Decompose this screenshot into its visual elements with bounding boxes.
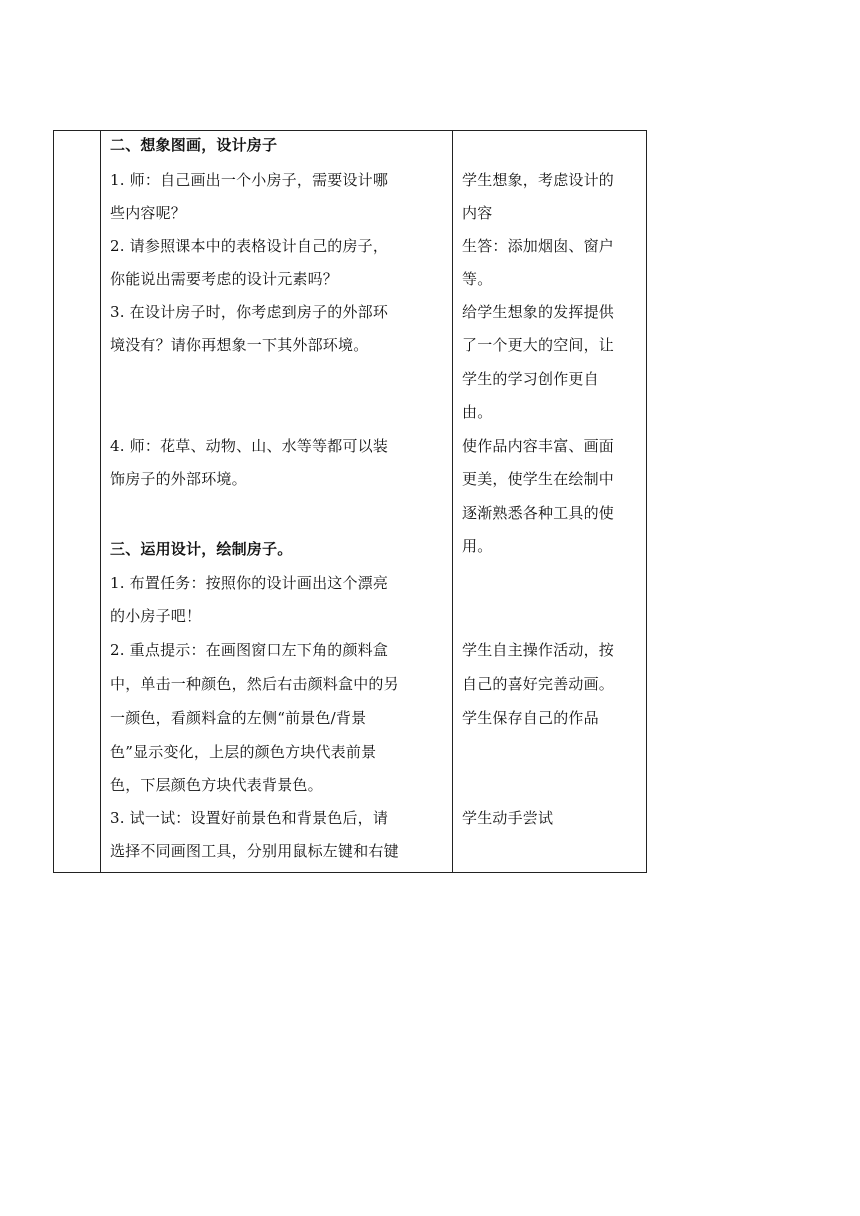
design-intent-4-line-1: 使作品内容丰富、画面 [462, 437, 615, 455]
student-activity-7-line-1: 学生动手尝试 [462, 809, 554, 827]
column-divider-left [100, 131, 101, 872]
student-activity-5-line-1: 学生自主操作活动，按 [462, 641, 615, 659]
design-intent-3-line-1: 给学生想象的发挥提供 [462, 303, 615, 321]
design-intent-4-line-3: 逐渐熟悉各种工具的使 [462, 504, 615, 522]
task-2-line-1: 2. 重点提示：在画图窗口左下角的颜料盒 [110, 641, 389, 659]
student-activity-5-line-2: 自己的喜好完善动画。 [462, 675, 615, 693]
student-note-1-line-2: 内容 [462, 204, 493, 222]
student-activity-6-line-1: 学生保存自己的作品 [462, 709, 599, 727]
student-note-1-line-1: 学生想象，考虑设计的 [462, 171, 615, 189]
task-3-line-2: 选择不同画图工具，分别用鼠标左键和右键 [110, 842, 399, 860]
task-3-line-1: 3. 试一试：设置好前景色和背景色后，请 [110, 809, 389, 827]
design-intent-4-line-2: 更美，使学生在绘制中 [462, 470, 615, 488]
question-1-line-1: 1. 师：自己画出一个小房子，需要设计哪 [110, 171, 389, 189]
task-1-line-2: 的小房子吧！ [110, 607, 202, 625]
section-heading-2: 二、想象图画，设计房子 [110, 136, 278, 154]
question-3-line-1: 3. 在设计房子时，你考虑到房子的外部环 [110, 303, 389, 321]
question-1-line-2: 些内容呢？ [110, 204, 187, 222]
task-2-line-2: 中，单击一种颜色，然后右击颜料盒中的另 [110, 675, 399, 693]
question-2-line-2: 你能说出需要考虑的设计元素吗？ [110, 270, 339, 288]
design-intent-3-line-4: 由。 [462, 403, 493, 421]
question-4-line-2: 饰房子的外部环境。 [110, 470, 247, 488]
student-note-2-line-1: 生答：添加烟囱、窗户 [462, 237, 615, 255]
task-2-line-4: 色”显示变化，上层的颜色方块代表前景 [110, 743, 377, 761]
task-2-line-5: 色，下层颜色方块代表背景色。 [110, 776, 323, 794]
question-2-line-1: 2. 请参照课本中的表格设计自己的房子， [110, 237, 389, 255]
design-intent-3-line-3: 学生的学习创作更自 [462, 370, 599, 388]
design-intent-3-line-2: 了一个更大的空间，让 [462, 336, 615, 354]
task-1-line-1: 1. 布置任务：按照你的设计画出这个漂亮 [110, 574, 389, 592]
question-3-line-2: 境没有？请你再想象一下其外部环境。 [110, 336, 369, 354]
column-divider-right [452, 131, 453, 872]
design-intent-4-line-4: 用。 [462, 537, 493, 555]
task-2-line-3: 一颜色，看颜料盒的左侧“前景色/背景 [110, 709, 367, 727]
student-note-2-line-2: 等。 [462, 270, 493, 288]
question-4-line-1: 4. 师：花草、动物、山、水等等都可以装 [110, 437, 389, 455]
section-heading-3: 三、运用设计，绘制房子。 [110, 540, 293, 558]
lesson-table [53, 130, 647, 873]
